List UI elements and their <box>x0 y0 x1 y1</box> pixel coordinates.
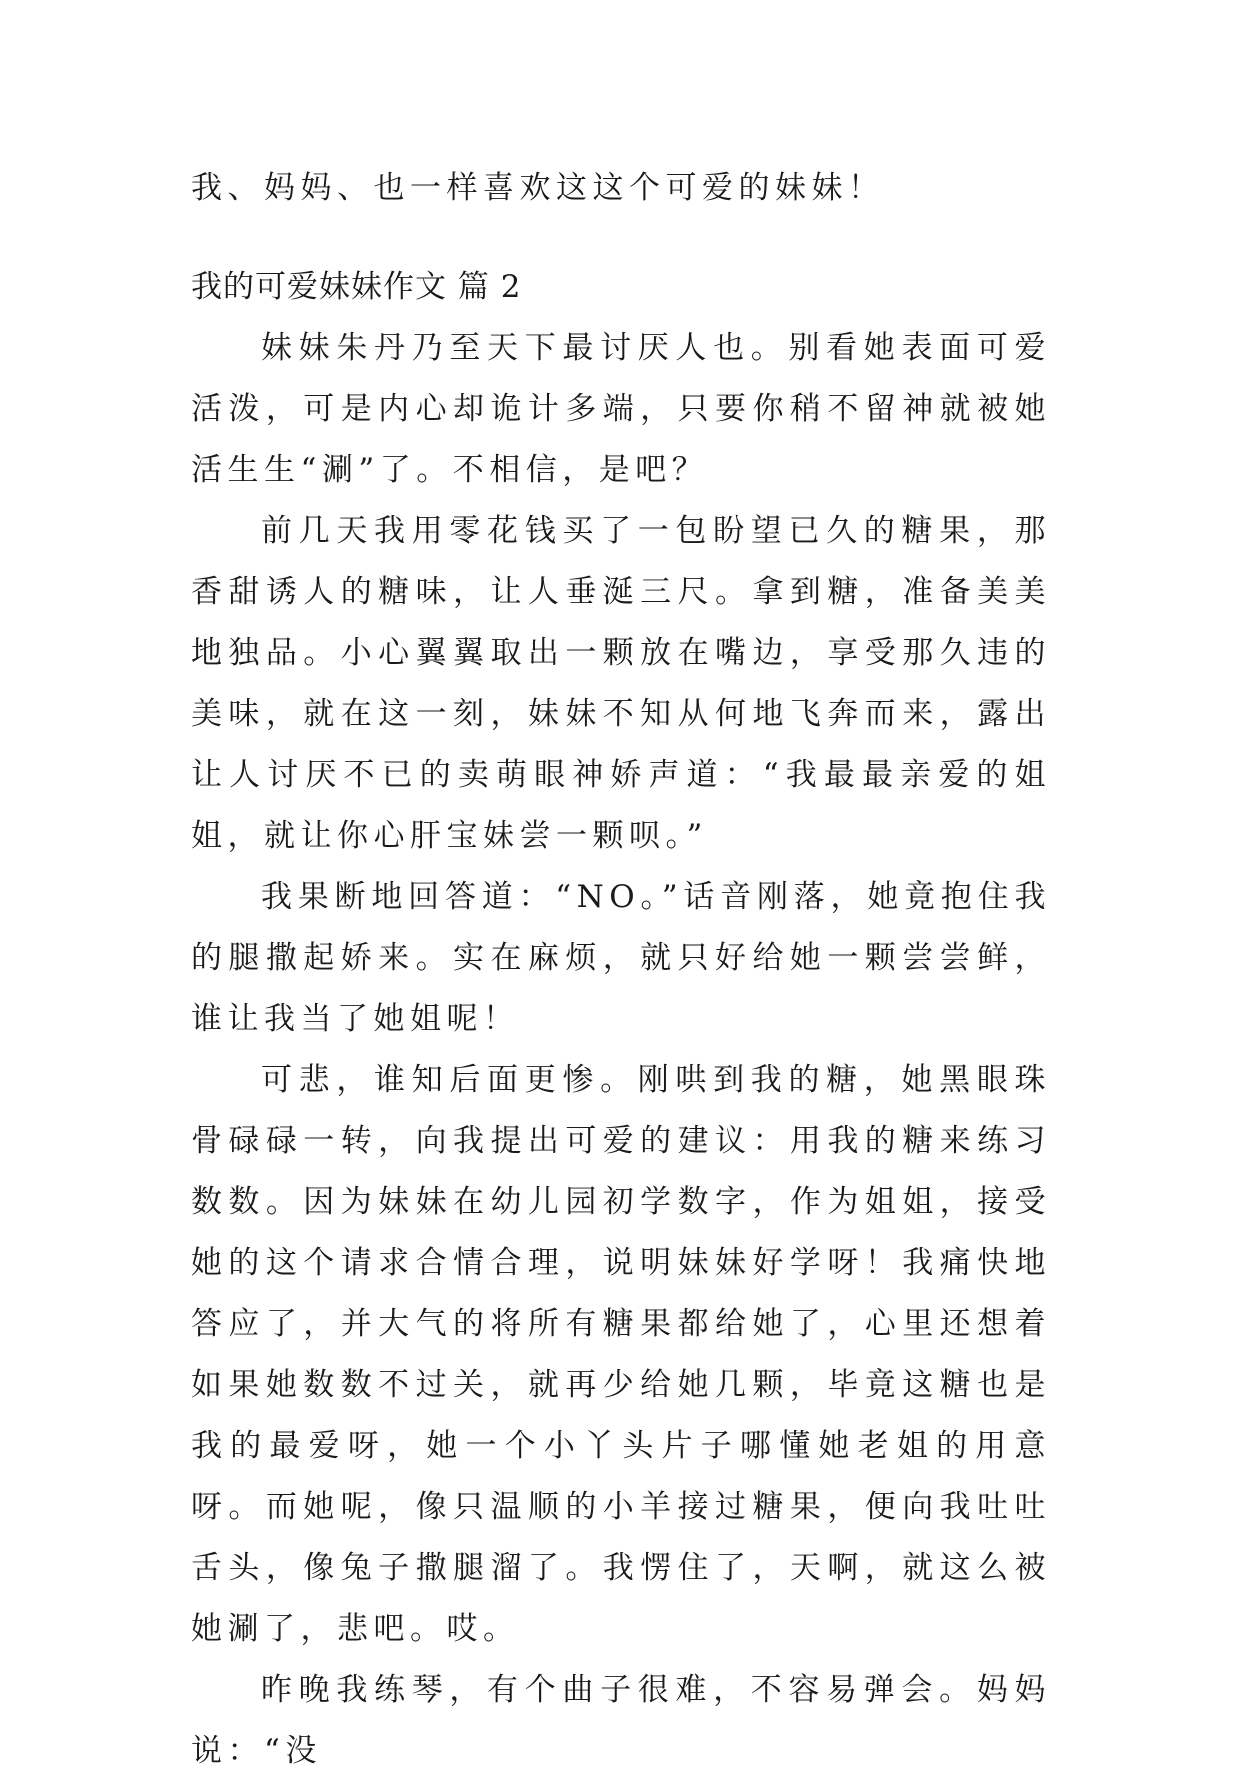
section-title: 我的可爱妹妹作文 篇 2 <box>191 269 522 305</box>
paragraph: 可悲，谁知后面更惨。刚哄到我的糖，她黑眼珠骨碌碌一转，向我提出可爱的建议：用我的糖来练习数数。因为妹妹在幼儿园初学数字，作为姐姐，接受她的这个请求合情合理，说明妹妹好学呀！我痛快地答应了，并大气的将所有糖果都给她了，心里还想着如果她数数不过关，就再少给她几颗，毕竟这糖也是我的最爱呀，她一个小丫头片子哪懂她老姐的用意呀。而她呢，像只温顺的小羊接过糖果，便向我吐吐舌头，像兔子撒腿溜了。我愣住了，天啊，就这么被她涮了，悲吧。哎。 <box>191 1062 1051 1647</box>
closing-line: 我、妈妈、也一样喜欢这这个可爱的妹妹！ <box>191 170 885 206</box>
paragraph: 妹妹朱丹乃至天下最讨厌人也。别看她表面可爱活泼，可是内心却诡计多端，只要你稍不留神就被她活生生“涮”了。不相信，是吧？ <box>191 330 1051 488</box>
document-body <box>191 158 1051 1782</box>
paragraph: 昨晚我练琴，有个曲子很难，不容易弹会。妈妈说：“没 <box>191 1672 1051 1769</box>
paragraph: 前几天我用零花钱买了一包盼望已久的糖果，那香甜诱人的糖味，让人垂涎三尺。拿到糖，准备美美地独品。小心翼翼取出一颗放在嘴边，享受那久违的美味，就在这一刻，妹妹不知从何地飞奔而来，露出让人讨厌不已的卖萌眼神娇声道：“我最最亲爱的姐姐，就让你心肝宝妹尝一颗呗。” <box>191 513 1051 854</box>
paragraph: 我果断地回答道：“NO。”话音刚落，她竟抱住我的腿撒起娇来。实在麻烦，就只好给她一颗尝尝鲜，谁让我当了她姐呢！ <box>191 879 1051 1037</box>
